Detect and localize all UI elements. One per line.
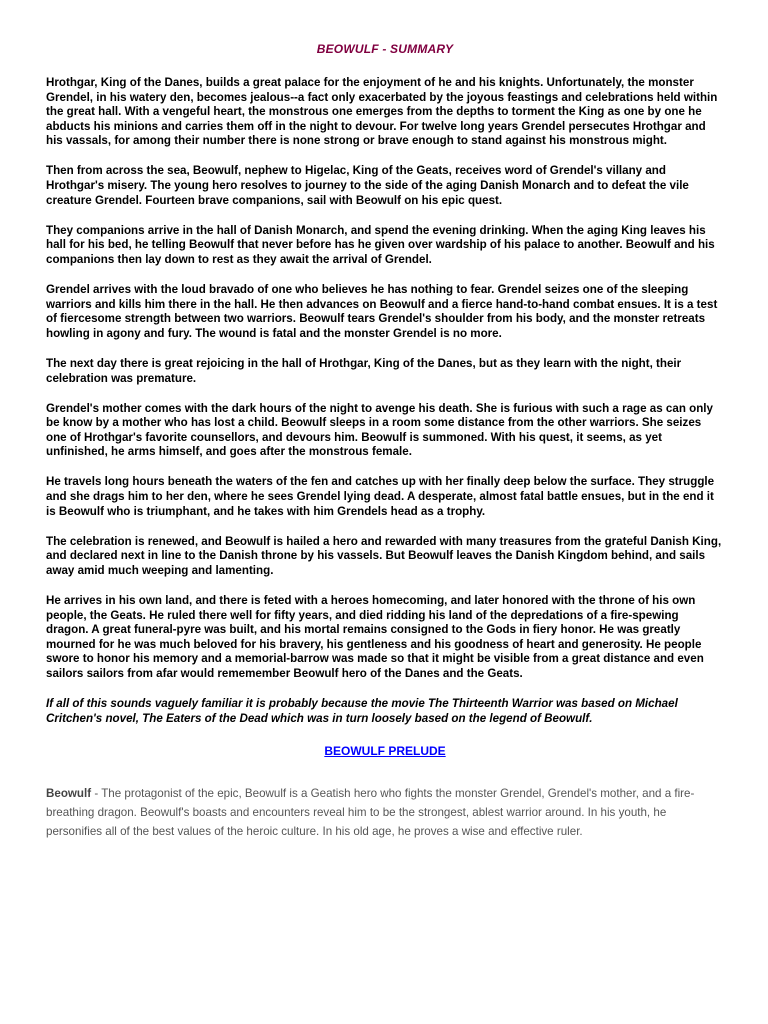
summary-paragraph-7: He travels long hours beneath the waters of the fen and catches up with her finally deep below the surface. They struggle and she drags him to her den, where he sees Grendel lying dead. A desperate, almost fatal battle ensues, but in the end it is Beowulf who is triumphant, and he takes with him Grendels head as a trophy. [46, 475, 715, 518]
character-entry [46, 784, 724, 841]
beowulf-prelude-link[interactable]: BEOWULF PRELUDE [324, 743, 446, 758]
summary-paragraph-8: The celebration is renewed, and Beowulf is hailed a hero and rewarded with many treasures from the grateful Danish King, and declared next in line to the Danish throne by his vassels. But Beowulf leaves the Danish Kingdom behind, and sails away amid much weeping and lamenting. [46, 534, 722, 577]
summary-paragraph-4: Grendel arrives with the loud bravado of one who believes he has nothing to fear. Grendel seizes one of the sleeping warriors and kills him there in the hall. He then advances on Beowulf and a fierce hand-to-hand combat ensues. It is a test of fiercesome strength between two warriors. Beowulf tears Grendel's shoulder from his body, and the monster retreats howling in agony and fury. The wound is fatal and the monster Grendel is no more. [46, 283, 718, 340]
summary-paragraph-6: Grendel's mother comes with the dark hours of the night to avenge his death. She is furious with such a rage as can only be know by a mother who has lost a child. Beowulf sleeps in a room some distance from the other warriors. She seizes one of Hrothgar's favorite counsellors, and devours him. Beowulf is summoned. With his quest, it seems, as yet unfinished, he arms himself, and goes after the monstrous female. [46, 401, 713, 459]
character-description: The protagonist of the epic, Beowulf is a Geatish hero who fights the monster Grendel, Grendel's mother, and a fire-breathing dragon. Beowulf's boasts and encounters reveal him to be the strongest, ablest warrior around. In his youth, he personifies all of the best values of the heroic culture. In his old age, he proves a wise and effective ruler. [46, 786, 695, 838]
page-title: BEOWULF - SUMMARY [316, 42, 454, 56]
character-separator: - [91, 786, 102, 800]
summary-paragraph-5: The next day there is great rejoicing in the hall of Hrothgar, King of the Danes, but as they learn with the night, their celebration was premature. [46, 356, 682, 385]
movie-note: If all of this sounds vaguely familiar it is probably because the movie The Thirteenth Warrior was based on Michael Critchen's novel, The Eaters of the Dead which was in turn loosely based on the legend of Beowulf. [46, 697, 678, 725]
document-page [46, 42, 724, 841]
character-name: Beowulf [46, 786, 92, 800]
summary-paragraph-1: Hrothgar, King of the Danes, builds a great palace for the enjoyment of he and his knights. Unfortunately, the monster Grendel, in his watery den, becomes jealous--a fact only exacerbated by the joyous feastings and celebrations held within the great hall. With a vengeful heart, the monstrous one emerges from the depths to torment the King as one by one he abducts his minions and carries them off in the night to devour. For twelve long years Grendel persecutes Hrothgar and his vassals, for among their number there is none strong or brave enough to stand against his monstrous might. [46, 76, 718, 148]
summary-paragraph-2: Then from across the sea, Beowulf, nephew to Higelac, King of the Geats, receives word of Grendel's villany and Hrothgar's misery. The young hero resolves to journey to the side of the aging Danish Monarch and to defeat the vile creature Grendel. Fourteen brave companions, sail with Beowulf on his epic quest. [46, 164, 689, 207]
summary-paragraph-3: They companions arrive in the hall of Danish Monarch, and spend the evening drinking. When the aging King leaves his hall for his bed, he telling Beowulf that never before has he given over wardship of his palace to another. Beowulf and his companions then lay down to rest as they await the arrival of Grendel. [46, 223, 715, 266]
summary-paragraph-9: He arrives in his own land, and there is feted with a heroes homecoming, and later honored with the throne of his own people, the Geats. He ruled there well for fifty years, and died ridding his land of the depredations of a fire-spewing dragon. A great funeral-pyre was built, and his mortal remains consigned to the Gods in fiery honor. He was greatly mourned for he was much beloved for his bravery, his gentleness and his goodness of heart and generosity. He people swore to honor his memory and a memorial-barrow was made so that it might be visible from a great distance and even sailors sailors from afar would rememember Beowulf hero of the Danes and the Geats. [46, 594, 704, 680]
prelude-link-container [46, 742, 724, 760]
